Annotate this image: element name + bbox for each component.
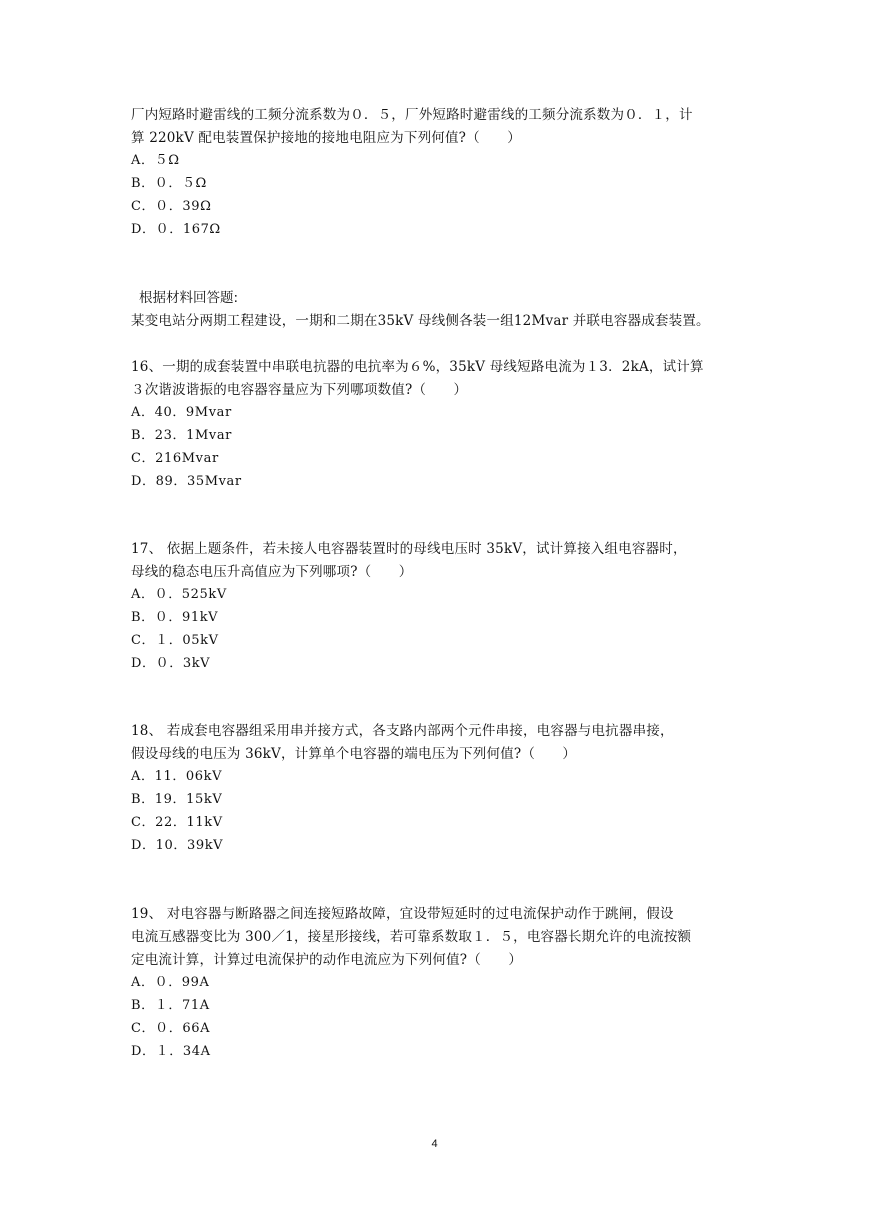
q15-stem-line-2: 算 220kV 配电装置保护接地的接地电阻应为下列何值?（ ） — [131, 130, 521, 146]
q19-stem-line-2: 电流互感器变比为 300／1，接星形接线，若可靠系数取１．５，电容器长期允许的电流按额 — [131, 929, 692, 945]
q15-option-c: C．０．39Ω — [131, 199, 212, 214]
q19-stem-line-3: 定电流计算，计算过电流保护的动作电流应为下列何值?（ ） — [131, 952, 523, 968]
q16-option-b: B．23．1Mvar — [131, 428, 232, 443]
q16-option-c: C．216Mvar — [131, 451, 219, 466]
q18-stem-line-1: 18、 若成套电容器组采用串并接方式，各支路内部两个元件串接，电容器与电抗器串接， — [131, 723, 674, 739]
q18-stem-line-2: 假设母线的电压为 36kV，计算单个电容器的端电压为下列何值?（ ） — [131, 746, 577, 762]
q17-stem-line-2: 母线的稳态电压升高值应为下列哪项?（ ） — [131, 564, 413, 580]
q18-option-c: C．22．11kV — [131, 815, 223, 830]
q19-option-b: B．１．71A — [131, 998, 210, 1013]
q19-stem-line-1: 19、 对电容器与断路器之间连接短路故障，宜设带短延时的过电流保护动作于跳闸，假设 — [131, 906, 674, 922]
q18-option-b: B．19．15kV — [131, 792, 223, 807]
q17-option-c: C．１．05kV — [131, 633, 219, 648]
q15-stem-line-1: 厂内短路时避雷线的工频分流系数为０．５，厂外短路时避雷线的工频分流系数为０．１，计 — [131, 107, 693, 123]
q16-stem-line-2: ３次谐波谐振的电容器容量应为下列哪项数值?（ ） — [131, 382, 468, 398]
q16-stem-line-1: 16、一期的成套装置中串联电抗器的电抗率为６%，35kV 母线短路电流为１3．2kA，试计算 — [131, 359, 704, 375]
material-text: 某变电站分两期工程建设，一期和二期在35kV 母线侧各装一组12Mvar 并联电容器成套装置。 — [131, 313, 710, 329]
q15-option-d: D．０．167Ω — [131, 222, 221, 237]
q17-stem-line-1: 17、 依据上题条件，若未接人电容器装置时的母线电压时 35kV，试计算接入组电容器时， — [131, 541, 687, 557]
q17-option-b: B．０．91kV — [131, 610, 219, 625]
q19-option-c: C．０．66A — [131, 1021, 211, 1036]
q19-option-a: A．０．99A — [131, 975, 210, 990]
page-number: 4 — [431, 1138, 438, 1150]
q18-option-a: A．11．06kV — [131, 769, 223, 784]
q16-option-d: D．89．35Mvar — [131, 474, 242, 489]
material-heading: 根据材料回答题: — [139, 290, 239, 306]
q15-option-b: B．０．５Ω — [131, 176, 207, 191]
q17-option-d: D．０．3kV — [131, 656, 211, 671]
q19-option-d: D．１．34A — [131, 1044, 211, 1059]
q17-option-a: A．０．525kV — [131, 587, 227, 602]
q18-option-d: D．10．39kV — [131, 838, 224, 853]
q15-option-a: A．５Ω — [131, 153, 180, 168]
q16-option-a: A．40．9Mvar — [131, 405, 232, 420]
